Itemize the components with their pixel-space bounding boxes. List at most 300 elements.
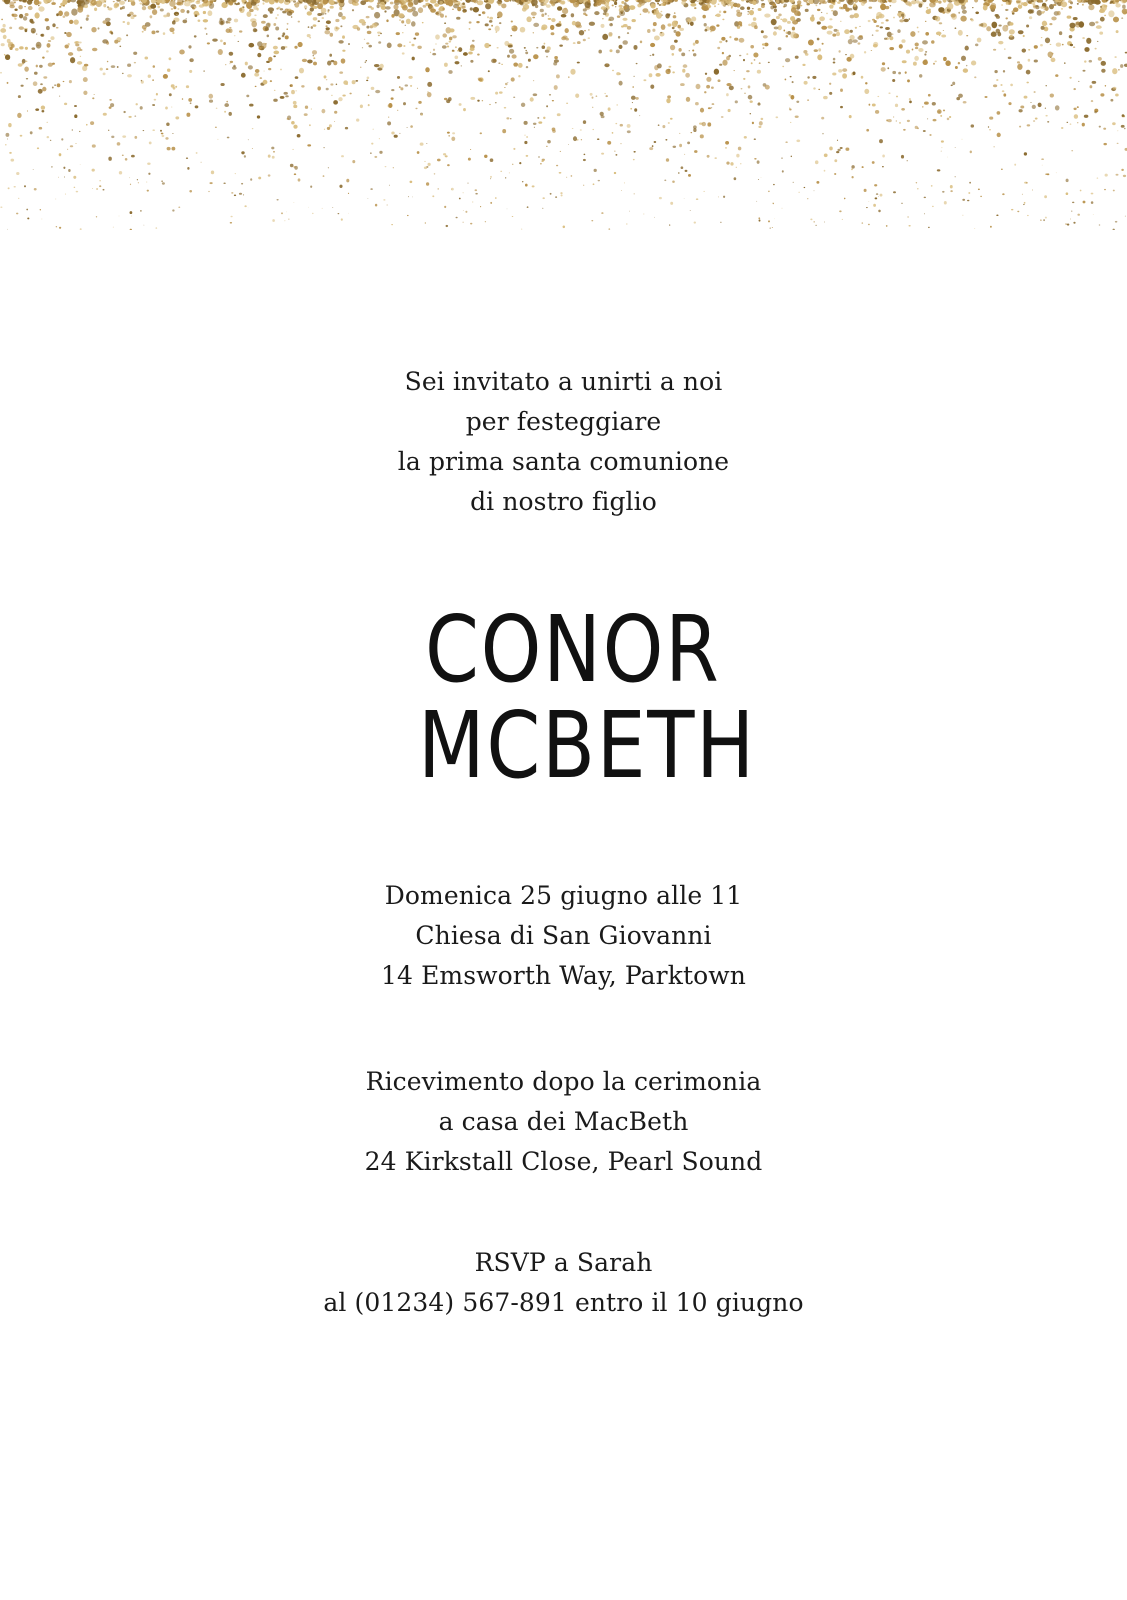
glitter-speck: [739, 55, 741, 57]
glitter-speck: [601, 153, 604, 155]
glitter-speck: [430, 0, 437, 4]
glitter-speck: [761, 4, 765, 8]
glitter-speck: [1050, 93, 1054, 97]
glitter-speck: [560, 1, 565, 5]
glitter-speck: [403, 102, 406, 105]
glitter-speck: [254, 29, 257, 32]
glitter-speck: [719, 11, 721, 14]
glitter-speck: [958, 94, 963, 98]
glitter-speck: [620, 143, 621, 144]
glitter-speck: [47, 122, 48, 123]
glitter-speck: [346, 179, 349, 183]
glitter-speck: [805, 9, 809, 12]
glitter-speck: [490, 158, 494, 162]
glitter-speck: [665, 13, 670, 18]
glitter-speck: [722, 60, 727, 66]
glitter-speck: [589, 22, 595, 26]
glitter-speck: [311, 26, 313, 29]
glitter-speck: [673, 15, 677, 18]
glitter-speck: [614, 172, 616, 174]
glitter-speck: [251, 21, 257, 28]
glitter-speck: [551, 32, 555, 35]
glitter-speck: [134, 62, 136, 64]
glitter-speck: [961, 5, 966, 10]
glitter-speck: [620, 124, 623, 127]
glitter-speck: [207, 42, 210, 44]
glitter-speck: [601, 6, 606, 10]
glitter-speck: [141, 80, 142, 81]
glitter-speck: [217, 139, 218, 140]
glitter-speck: [150, 4, 156, 9]
glitter-speck: [394, 135, 398, 138]
glitter-speck: [56, 13, 59, 16]
glitter-speck: [345, 127, 348, 130]
glitter-speck: [643, 214, 644, 215]
glitter-speck: [1092, 81, 1097, 84]
glitter-speck: [417, 88, 418, 89]
glitter-speck: [937, 169, 941, 171]
glitter-speck: [540, 163, 542, 165]
glitter-speck: [960, 16, 966, 22]
glitter-speck: [909, 98, 911, 100]
glitter-speck: [991, 32, 997, 37]
glitter-speck: [886, 19, 889, 21]
glitter-speck: [615, 154, 617, 156]
glitter-speck: [415, 32, 419, 35]
glitter-speck: [667, 23, 671, 26]
glitter-speck: [541, 0, 543, 3]
glitter-speck: [879, 139, 883, 143]
glitter-speck: [444, 63, 448, 67]
glitter-speck: [273, 99, 278, 102]
glitter-speck: [470, 60, 473, 63]
glitter-speck: [873, 204, 876, 207]
glitter-speck: [549, 94, 551, 96]
glitter-speck: [815, 225, 816, 226]
glitter-speck: [1045, 6, 1049, 11]
glitter-speck: [533, 23, 539, 27]
glitter-speck: [947, 3, 953, 10]
glitter-speck: [725, 147, 727, 149]
glitter-speck: [865, 82, 867, 84]
glitter-speck: [759, 121, 763, 125]
glitter-speck: [220, 83, 224, 86]
glitter-speck: [522, 181, 523, 182]
glitter-speck: [845, 54, 847, 55]
glitter-speck: [1083, 201, 1086, 204]
glitter-speck: [156, 227, 158, 228]
glitter-speck: [887, 119, 891, 122]
intro-text: [0, 362, 1127, 522]
glitter-speck: [1100, 6, 1102, 8]
glitter-speck: [434, 173, 436, 174]
glitter-speck: [571, 175, 573, 176]
glitter-speck: [153, 65, 155, 68]
glitter-speck: [412, 197, 413, 198]
glitter-speck: [1014, 164, 1016, 166]
glitter-speck: [146, 182, 147, 183]
glitter-speck: [401, 20, 404, 23]
glitter-speck: [1033, 6, 1037, 9]
glitter-speck: [338, 12, 343, 17]
glitter-speck: [910, 31, 915, 37]
glitter-speck: [602, 18, 604, 19]
glitter-speck: [730, 162, 733, 166]
glitter-speck: [859, 26, 860, 27]
glitter-speck: [818, 89, 820, 90]
glitter-speck: [691, 17, 696, 22]
glitter-speck: [965, 46, 969, 51]
glitter-speck: [815, 160, 819, 164]
glitter-speck: [750, 100, 753, 103]
glitter-speck: [749, 10, 754, 15]
glitter-speck: [461, 6, 465, 9]
glitter-speck: [689, 50, 690, 51]
glitter-speck: [103, 4, 106, 8]
glitter-speck: [707, 122, 711, 126]
glitter-speck: [790, 32, 796, 39]
glitter-speck: [45, 18, 49, 21]
glitter-speck: [248, 65, 253, 69]
glitter-speck: [875, 110, 879, 114]
glitter-speck: [989, 117, 993, 120]
glitter-speck: [46, 26, 50, 30]
glitter-speck: [324, 129, 325, 130]
glitter-speck: [269, 0, 275, 5]
glitter-speck: [513, 148, 515, 150]
glitter-speck: [837, 1, 840, 4]
glitter-speck: [1055, 105, 1060, 110]
glitter-speck: [1101, 61, 1106, 66]
glitter-speck: [226, 101, 228, 103]
glitter-speck: [795, 56, 799, 59]
glitter-speck: [998, 24, 1001, 26]
glitter-speck: [113, 1, 115, 2]
glitter-speck: [38, 6, 44, 11]
glitter-speck: [726, 83, 731, 86]
glitter-speck: [470, 97, 475, 100]
glitter-speck: [829, 146, 833, 150]
glitter-speck: [707, 155, 710, 158]
glitter-speck: [752, 8, 754, 9]
glitter-speck: [1087, 0, 1093, 5]
glitter-speck: [472, 40, 475, 42]
glitter-speck: [391, 14, 394, 18]
glitter-speck: [330, 6, 334, 9]
glitter-speck: [980, 196, 982, 197]
glitter-speck: [241, 183, 243, 185]
glitter-speck: [189, 58, 193, 62]
glitter-speck: [533, 80, 534, 81]
glitter-speck: [256, 8, 258, 11]
glitter-speck: [69, 80, 72, 83]
glitter-speck: [898, 72, 901, 75]
glitter-speck: [285, 35, 289, 39]
glitter-speck: [412, 57, 415, 61]
glitter-speck: [94, 8, 97, 12]
glitter-speck: [685, 73, 690, 78]
glitter-speck: [140, 106, 143, 110]
glitter-speck: [415, 108, 417, 109]
glitter-speck: [1021, 2, 1024, 5]
glitter-speck: [822, 43, 824, 45]
glitter-speck: [27, 217, 29, 219]
glitter-speck: [568, 144, 569, 145]
glitter-speck: [264, 71, 265, 72]
glitter-speck: [667, 95, 671, 98]
glitter-speck: [420, 142, 424, 145]
glitter-speck: [489, 45, 491, 47]
glitter-speck: [1002, 90, 1005, 92]
glitter-speck: [160, 9, 164, 12]
glitter-speck: [467, 183, 468, 184]
glitter-speck: [657, 3, 659, 5]
glitter-speck: [507, 82, 508, 83]
glitter-speck: [228, 21, 231, 23]
glitter-speck: [190, 102, 192, 104]
glitter-speck: [710, 31, 712, 32]
glitter-speck: [1118, 69, 1120, 71]
glitter-speck: [882, 155, 885, 158]
glitter-speck: [970, 151, 972, 154]
glitter-speck: [577, 62, 580, 64]
glitter-speck: [339, 71, 343, 74]
glitter-speck: [203, 19, 208, 22]
glitter-speck: [666, 98, 670, 103]
reception-line: Ricevimento dopo la cerimonia: [365, 1067, 762, 1096]
glitter-speck: [267, 35, 270, 38]
glitter-speck: [776, 16, 780, 19]
glitter-speck: [163, 15, 167, 18]
glitter-speck: [406, 19, 411, 25]
glitter-speck: [739, 38, 745, 43]
glitter-speck: [696, 198, 699, 200]
glitter-speck: [1116, 174, 1119, 176]
glitter-speck: [832, 73, 836, 76]
glitter-speck: [504, 87, 505, 88]
glitter-speck: [547, 46, 551, 50]
glitter-speck: [421, 114, 423, 116]
glitter-speck: [25, 29, 28, 32]
glitter-speck: [504, 41, 509, 46]
glitter-speck: [203, 70, 204, 71]
glitter-speck: [538, 121, 542, 123]
glitter-speck: [543, 3, 547, 6]
glitter-speck: [359, 19, 365, 24]
glitter-speck: [341, 16, 345, 20]
glitter-speck: [1066, 192, 1069, 195]
glitter-speck: [541, 13, 544, 17]
glitter-speck: [654, 217, 655, 218]
glitter-speck: [280, 8, 284, 10]
glitter-speck: [810, 16, 815, 22]
glitter-speck: [160, 130, 162, 132]
glitter-speck: [1114, 56, 1116, 57]
glitter-speck: [851, 176, 853, 178]
glitter-speck: [672, 180, 675, 182]
glitter-speck: [1000, 84, 1002, 86]
glitter-speck: [1101, 4, 1107, 11]
glitter-speck: [504, 107, 507, 109]
glitter-speck: [293, 105, 297, 109]
glitter-speck: [597, 138, 599, 140]
glitter-speck: [650, 43, 655, 47]
glitter-speck: [210, 0, 213, 3]
glitter-speck: [130, 229, 132, 230]
glitter-speck: [563, 226, 566, 229]
glitter-speck: [1108, 10, 1114, 17]
glitter-speck: [994, 70, 997, 73]
glitter-speck: [349, 93, 351, 95]
ceremony-line: Chiesa di San Giovanni: [415, 921, 712, 950]
glitter-speck: [15, 48, 19, 51]
glitter-speck: [952, 82, 955, 86]
glitter-speck: [275, 17, 277, 19]
glitter-speck: [305, 8, 307, 9]
glitter-speck: [665, 69, 670, 74]
glitter-speck: [601, 1, 606, 4]
glitter-speck: [1009, 22, 1013, 25]
glitter-speck: [127, 22, 130, 25]
glitter-speck: [209, 100, 213, 103]
glitter-speck: [555, 196, 557, 198]
glitter-speck: [1051, 58, 1056, 63]
glitter-speck: [423, 5, 427, 8]
glitter-speck: [118, 41, 120, 43]
glitter-speck: [1097, 177, 1098, 178]
glitter-speck: [855, 27, 857, 29]
glitter-speck: [5, 54, 10, 60]
glitter-speck: [245, 62, 248, 66]
glitter-speck: [640, 14, 642, 16]
glitter-speck: [1064, 62, 1066, 64]
glitter-speck: [307, 144, 311, 146]
glitter-speck: [662, 125, 665, 128]
glitter-speck: [263, 80, 268, 85]
glitter-speck: [307, 11, 312, 15]
glitter-speck: [390, 2, 394, 5]
glitter-speck: [696, 1, 698, 2]
glitter-speck: [356, 119, 359, 122]
glitter-speck: [526, 155, 529, 157]
glitter-speck: [1071, 150, 1073, 151]
glitter-speck: [510, 0, 512, 2]
glitter-speck: [971, 19, 974, 21]
glitter-speck: [917, 27, 919, 29]
glitter-speck: [906, 50, 910, 54]
glitter-speck: [617, 15, 621, 18]
glitter-speck: [25, 13, 29, 16]
glitter-speck: [313, 57, 315, 59]
glitter-speck: [885, 27, 890, 30]
glitter-speck: [506, 117, 509, 119]
glitter-speck: [80, 27, 82, 29]
glitter-speck: [92, 144, 96, 147]
glitter-speck: [119, 216, 120, 217]
glitter-speck: [566, 103, 568, 104]
glitter-speck: [792, 81, 794, 83]
glitter-speck: [774, 26, 779, 29]
glitter-speck: [782, 170, 784, 172]
glitter-speck: [291, 16, 293, 17]
glitter-speck: [1041, 37, 1043, 38]
glitter-speck: [156, 93, 158, 96]
glitter-speck: [488, 28, 491, 30]
glitter-speck: [485, 23, 489, 26]
glitter-speck: [295, 76, 299, 79]
glitter-speck: [608, 228, 610, 229]
glitter-speck: [827, 31, 833, 35]
glitter-speck: [378, 35, 380, 36]
glitter-speck: [63, 16, 66, 18]
glitter-speck: [197, 13, 200, 15]
glitter-speck: [334, 2, 338, 5]
glitter-speck: [105, 18, 111, 22]
glitter-speck: [1069, 6, 1073, 9]
glitter-speck: [92, 188, 93, 189]
glitter-speck: [417, 46, 422, 49]
glitter-speck: [907, 120, 910, 122]
glitter-speck: [1001, 4, 1003, 6]
glitter-speck: [477, 54, 480, 56]
glitter-speck: [91, 27, 96, 32]
glitter-speck: [874, 184, 877, 186]
glitter-speck: [223, 183, 225, 185]
glitter-speck: [694, 7, 696, 9]
glitter-speck: [343, 80, 348, 84]
glitter-speck: [924, 59, 927, 62]
glitter-speck: [1070, 219, 1071, 220]
glitter-speck: [6, 133, 10, 137]
glitter-speck: [640, 41, 642, 44]
glitter-speck: [432, 53, 436, 56]
glitter-speck: [426, 182, 429, 186]
glitter-speck: [1053, 4, 1056, 6]
glitter-speck: [478, 78, 482, 81]
glitter-speck: [166, 123, 169, 127]
glitter-speck: [576, 25, 582, 29]
glitter-speck: [92, 48, 97, 52]
glitter-speck: [756, 201, 757, 202]
glitter-speck: [868, 201, 869, 202]
glitter-speck: [630, 108, 632, 110]
glitter-speck: [552, 128, 556, 132]
glitter-speck: [714, 5, 716, 7]
glitter-speck: [896, 120, 897, 121]
glitter-speck: [761, 30, 764, 33]
glitter-speck: [789, 108, 790, 109]
glitter-speck: [452, 35, 457, 38]
glitter-speck: [1113, 17, 1119, 23]
glitter-speck: [176, 14, 177, 15]
glitter-speck: [111, 136, 114, 138]
glitter-speck: [736, 12, 742, 17]
glitter-speck: [901, 155, 904, 159]
glitter-speck: [443, 153, 446, 155]
glitter-speck: [229, 63, 230, 64]
glitter-speck: [34, 12, 39, 18]
glitter-speck: [152, 79, 154, 81]
glitter-speck: [1098, 57, 1102, 61]
glitter-speck: [39, 127, 43, 130]
glitter-speck: [488, 70, 490, 72]
glitter-speck: [746, 0, 749, 3]
glitter-speck: [9, 47, 12, 50]
glitter-speck: [288, 219, 289, 220]
glitter-speck: [1067, 16, 1072, 19]
glitter-speck: [796, 18, 801, 22]
glitter-speck: [38, 89, 43, 94]
